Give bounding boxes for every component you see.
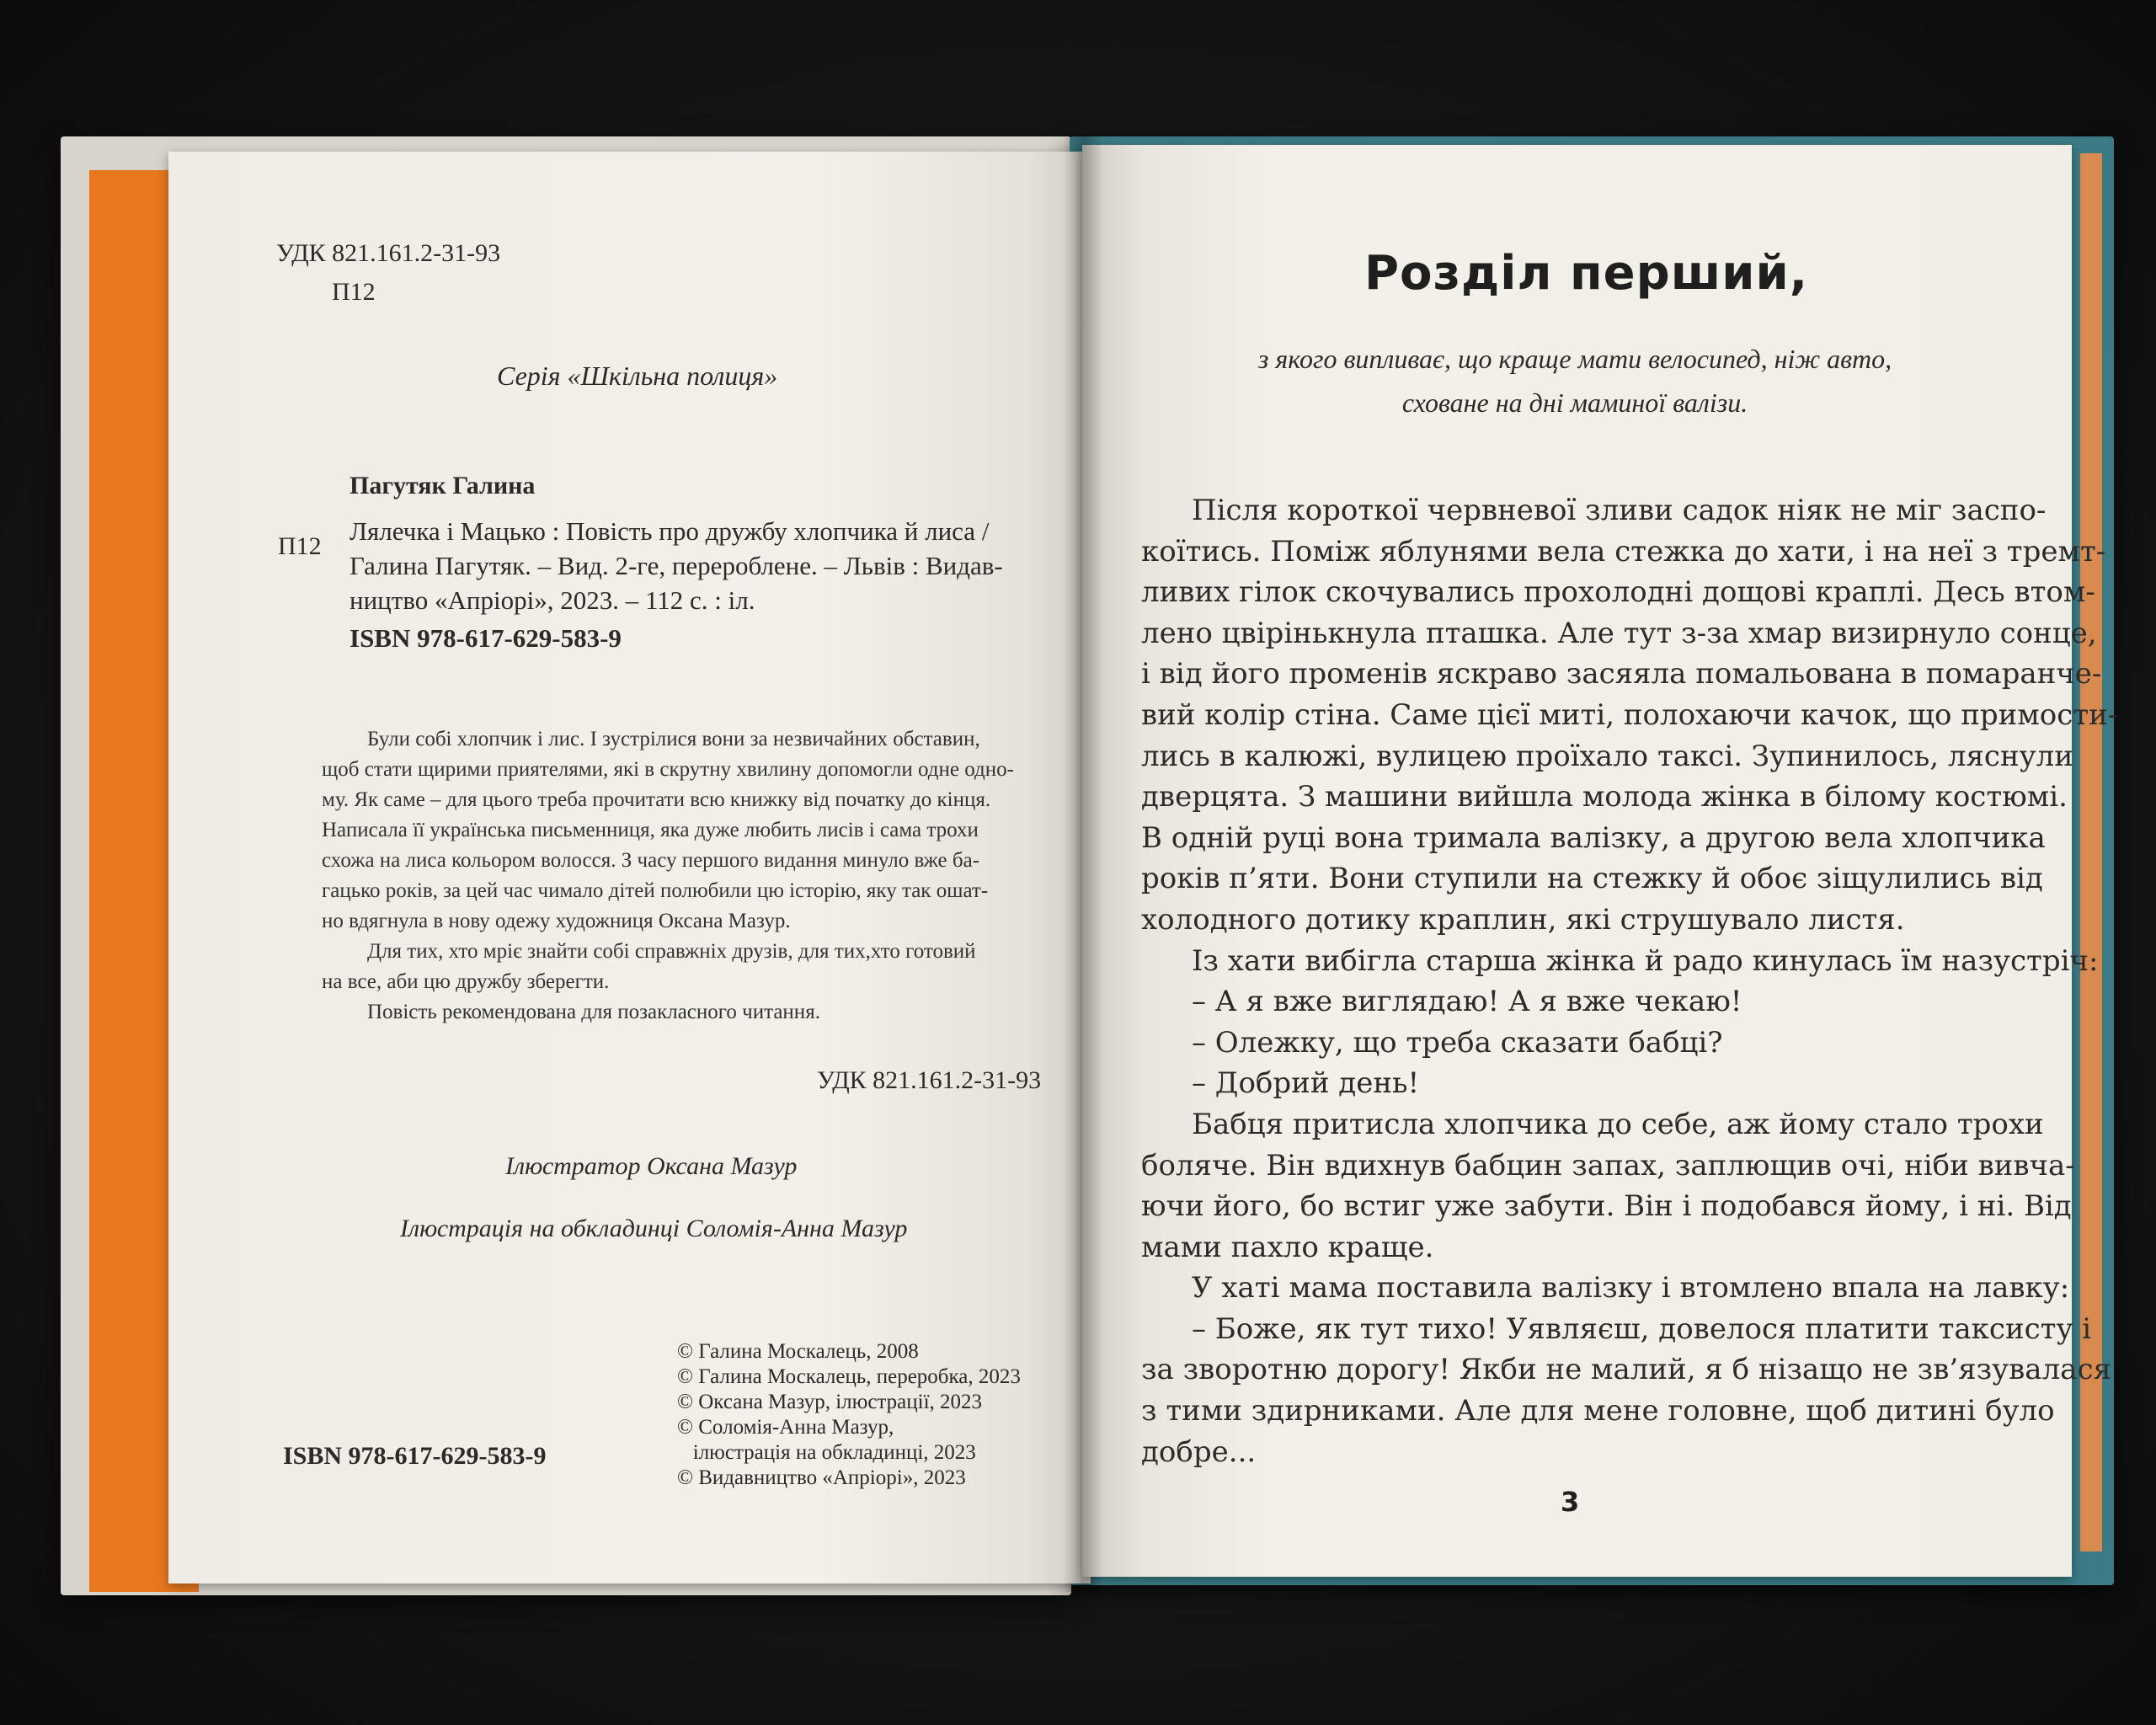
body-line: ливих гілок скочувались прохолодні дощові краплі. Десь втом- — [1141, 575, 2095, 610]
book-gutter-shadow — [1063, 135, 1103, 1592]
left-page — [168, 152, 1091, 1583]
body-line: В одній руці вона тримала валізку, а другою вела хлопчика — [1141, 820, 2046, 855]
chapter-subtitle — [1179, 337, 1971, 425]
annotation-block — [322, 724, 1014, 1028]
body-line: і від його променів яскраво засяяла помальована в помаранче- — [1141, 657, 2102, 692]
code-top: П12 — [332, 278, 376, 306]
body-line: боляче. Він вдихнув бабцин запах, заплющив очі, ніби вивча- — [1141, 1148, 2075, 1183]
body-line: з тими здирниками. Але для мене головне, щоб дитині було — [1141, 1394, 2055, 1429]
body-line: дверцята. З машини вийшла молода жінка в білому костюмі. — [1141, 780, 2068, 814]
body-line: Бабця притисла хлопчика до себе, аж йому стало трохи — [1192, 1107, 2044, 1141]
annotation-line: му. Як саме – для цього треба прочитати всю книжку від початку до кінця. — [322, 788, 991, 811]
chapter-title: Розділ перший, — [1364, 246, 1808, 301]
annotation-line: Написала її українська письменниця, яка дуже любить лисів і сама трохи — [322, 819, 979, 841]
isbn-bold: ISBN 978-617-629-583-9 — [350, 623, 622, 653]
copyright-block — [677, 1339, 1021, 1491]
body-line: лено цвірінькнула пташка. Але тут з-за хмар визирнуло сонце, — [1141, 616, 2097, 650]
bib-line: Лялечка і Мацько : Повість про дружбу хлопчика й лиса / — [350, 516, 990, 546]
cover-illustration-credit: Ілюстрація на обкладинці Соломія-Анна Мазур — [400, 1215, 908, 1242]
catalog-code: П12 — [278, 532, 322, 560]
annotation-line: схожа на лиса кольором волосся. З часу першого видання минуло вже ба- — [322, 849, 980, 872]
body-line: вий колір стіна. Саме цієї миті, полохаючи качок, що примости- — [1141, 697, 2118, 732]
right-page — [1082, 145, 2118, 1577]
body-line: – Боже, як тут тихо! Уявляєш, довелося платити таксисту і — [1192, 1311, 2092, 1346]
illustrator-credit: Ілюстратор Оксана Мазур — [505, 1152, 798, 1180]
copyright-line: © Галина Москалець, переробка, 2023 — [677, 1365, 1021, 1388]
bib-line: Галина Пагутяк. – Вид. 2-ге, перероблене. – Львів : Видав- — [350, 551, 1003, 580]
annotation-line: на все, аби цю дружбу зберегти. — [322, 970, 610, 993]
body-line: У хаті мама поставила валізку і втомлено впала на лавку: — [1192, 1271, 2070, 1306]
body-line: Після короткої червневої зливи садок ніяк не міг заспо- — [1192, 494, 2047, 527]
annotation-line: Для тих, хто мріє знайти собі справжніх друзів, для тих,хто готовий — [367, 940, 976, 963]
body-line: лись в калюжі, вулицею проїхало таксі. Зупинилось, ляснули — [1141, 739, 2073, 773]
body-line: років п’яти. Вони ступили на стежку й обоє зіщулились від — [1141, 862, 2043, 896]
copyright-line: ілюстрація на обкладинці, 2023 — [677, 1441, 976, 1464]
udk-bottom: УДК 821.161.2-31-93 — [817, 1066, 1042, 1094]
body-line: коїтись. Поміж яблунями вела стежка до хати, і на неї з тремт- — [1141, 534, 2106, 569]
body-line: мами пахло краще. — [1141, 1230, 1434, 1264]
copyright-line: © Соломія-Анна Мазур, — [677, 1416, 894, 1439]
author-name: Пагутяк Галина — [350, 472, 536, 499]
page-number: 3 — [1561, 1486, 1580, 1518]
body-line: – А я вже виглядаю! А я вже чекаю! — [1192, 985, 1742, 1019]
body-line: холодного дотику краплин, які струшувало листя. — [1141, 902, 1905, 937]
annotation-line: щоб стати щирими приятелями, які в скрутну хвилину допомогли одне одно- — [322, 758, 1014, 781]
body-line: добре... — [1141, 1434, 1257, 1469]
chapter-body — [1141, 490, 2117, 1472]
udk-top: УДК 821.161.2-31-93 — [276, 239, 501, 267]
bibliographic-entry — [350, 514, 1003, 617]
isbn-bottom: ISBN 978-617-629-583-9 — [283, 1442, 547, 1470]
series-title: Серія «Шкільна полиця» — [497, 360, 778, 391]
annotation-line: Були собі хлопчик і лис. І зустрілися вони за незвичайних обставин, — [367, 728, 980, 750]
body-line: – Олежку, що треба сказати бабці? — [1192, 1025, 1723, 1060]
subtitle-line: з якого випливає, що краще мати велосипед, ніж авто, — [1257, 344, 1892, 374]
body-line: ючи його, бо встиг уже забути. Він і подобався йому, і ні. Від — [1141, 1189, 2072, 1224]
subtitle-line: сховане на дні маминої валізи. — [1401, 387, 1748, 418]
annotation-line: гацько років, за цей час чимало дітей полюбили цю історію, яку так ошат- — [322, 879, 989, 902]
copyright-line: © Оксана Мазур, ілюстрації, 2023 — [677, 1391, 983, 1413]
annotation-line: Повість рекомендована для позакласного читання. — [367, 1001, 820, 1023]
copyright-line: © Видавництво «Апріорі», 2023 — [677, 1466, 966, 1489]
body-line: – Добрий день! — [1192, 1066, 1420, 1101]
annotation-line: но вдягнула в нову одежу художниця Оксана Мазур. — [322, 910, 791, 932]
copyright-line: © Галина Москалець, 2008 — [677, 1340, 919, 1363]
bib-line: ництво «Апріорі», 2023. – 112 с. : іл. — [350, 585, 755, 615]
body-line: за зворотню дорогу! Якби не малий, я б нізащо не зв’язувалася — [1141, 1353, 2111, 1387]
body-line: Із хати вибігла старша жінка й радо кинулась їм назустріч: — [1192, 943, 2099, 978]
